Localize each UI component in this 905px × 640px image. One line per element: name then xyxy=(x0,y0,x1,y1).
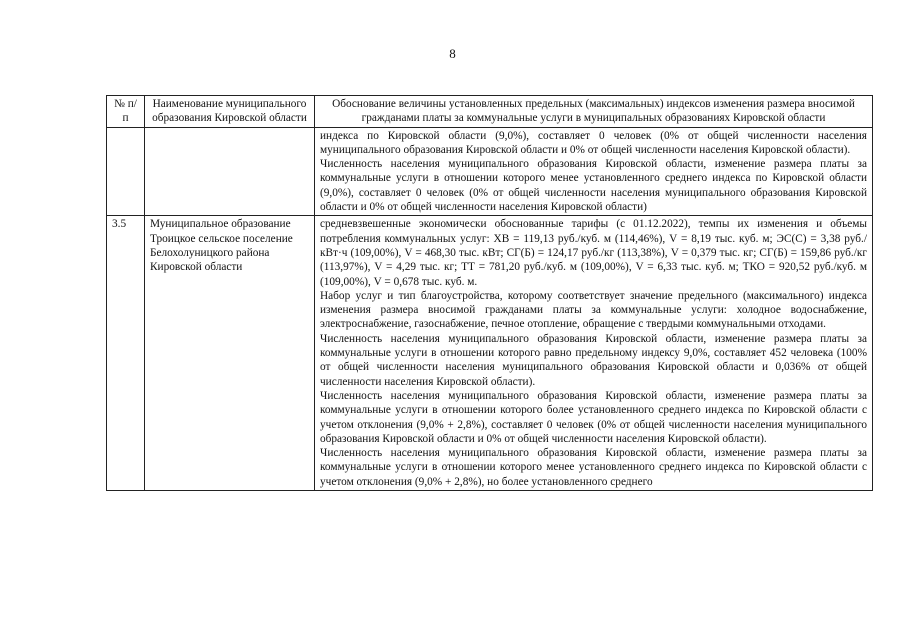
row-justification xyxy=(315,127,873,216)
row-municipality-name xyxy=(145,127,315,216)
row-municipality-name: Муниципальное образование Троицкое сельское поселение Белохолуницкого района Кировской области xyxy=(145,216,315,491)
justification-paragraph: Численность населения муниципального образования Кировской области, изменение размера платы за коммунальные услуги в отношении которого менее установленного среднего индекса по Кировской области с учетом отклонения (9,0% + 2,8%), но более установленного среднего xyxy=(320,447,867,488)
justification-paragraph: средневзвешенные экономически обоснованные тарифы (с 01.12.2022), темпы их изменения и объемы потребления коммунальных услуг: ХВ = 119,13 руб./куб. м (114,46%), V = 8,19 тыс. куб. м; ЭС(С) = 3,38 руб./кВт·ч (109,00%), V = 468,30 тыс. кВт; СГ(Б) = 124,17 руб./кг (113,38%), V = 0,379 тыс. кг; СГ(Б) = 159,86 руб./кг (113,97%), V = 4,29 тыс. кг; ТТ = 781,20 руб./куб. м (109,00%), V = 6,33 тыс. куб. м; ТКО = 920,52 руб./куб. м (109,00%), V = 0,678 тыс. куб. м. xyxy=(320,218,867,288)
header-municipality-name: Наименование муниципального образования Кировской области xyxy=(145,96,315,128)
justification-paragraph: Набор услуг и тип благоустройства, которому соответствует значение предельного (максимального) индекса изменения размера вносимой гражданами платы за коммунальные услуги: холодное водоснабжение, электроснабжение, газоснабжение, печное отопление, обращение с твердыми коммунальными отходами. xyxy=(320,289,867,331)
header-justification: Обоснование величины установленных предельных (максимальных) индексов изменения размера вносимой гражданами платы за коммунальные услуги в муниципальных образованиях Кировской области xyxy=(315,96,873,128)
justification-paragraph: Численность населения муниципального образования Кировской области, изменение размера платы за коммунальные услуги в отношении которого менее установленного среднего индекса по Кировской области (9,0%), составляет 0 человек (0% от общей численности населения муниципального образования Кировской области и 0% от общей численности населения Кировской области) xyxy=(320,158,867,214)
justification-paragraph: Численность населения муниципального образования Кировской области, изменение размера платы за коммунальные услуги в отношении которого равно предельному индексу 9,0%, составляет 452 человека (100% от общей численности населения муниципального образования Кировской области и 0,036% от общей численности населения Кировской области). xyxy=(320,332,867,388)
table-header-row xyxy=(107,96,873,128)
row-justification xyxy=(315,216,873,491)
tariff-index-table xyxy=(106,95,873,491)
row-number: 3.5 xyxy=(107,216,145,491)
table-row xyxy=(107,127,873,216)
row-number xyxy=(107,127,145,216)
header-number: № п/п xyxy=(107,96,145,128)
justification-paragraph: индекса по Кировской области (9,0%), составляет 0 человек (0% от общей численности населения муниципального образования Кировской области и 0% от общей численности населения Кировской области). xyxy=(320,129,867,156)
page-number: 8 xyxy=(449,46,456,61)
table-row xyxy=(107,216,873,491)
justification-paragraph: Численность населения муниципального образования Кировской области, изменение размера платы за коммунальные услуги в отношении которого более установленного среднего индекса по Кировской области с учетом отклонения (9,0% + 2,8%), составляет 0 человек (0% от общей численности населения муниципального образования Кировской области и 0% от общей численности населения Кировской области). xyxy=(320,389,867,445)
